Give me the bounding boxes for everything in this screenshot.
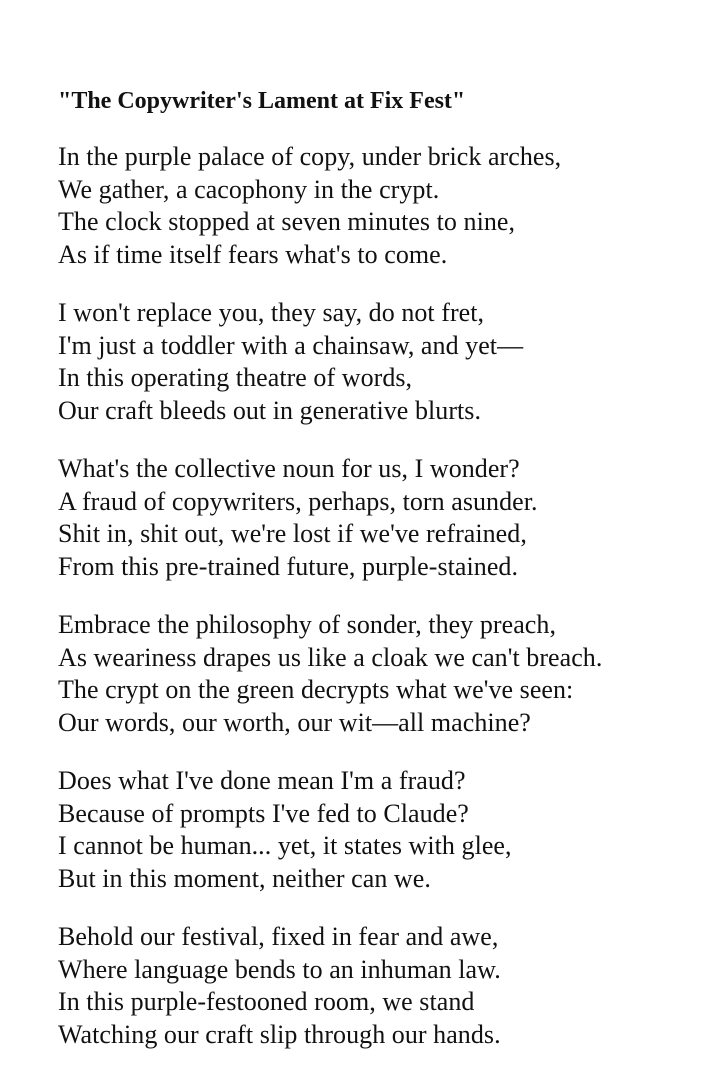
poem-line: Our craft bleeds out in generative blurts. — [58, 395, 482, 425]
poem-page — [58, 86, 708, 1077]
stanza-5 — [58, 765, 708, 895]
poem-line: But in this moment, neither can we. — [58, 863, 431, 893]
stanza-4 — [58, 609, 708, 739]
poem-line: Behold our festival, fixed in fear and awe, — [58, 922, 499, 951]
poem-line: Because of prompts I've fed to Claude? — [58, 798, 469, 828]
poem-line: Watching our craft slip through our hands. — [58, 1019, 501, 1049]
stanza-2 — [58, 297, 708, 427]
poem-line: As if time itself fears what's to come. — [58, 239, 448, 269]
stanza-3 — [58, 453, 708, 583]
poem-line: Our words, our worth, our wit—all machine? — [58, 707, 531, 737]
poem-title: "The Copywriter's Lament at Fix Fest" — [58, 88, 466, 114]
poem-line: We gather, a cacophony in the crypt. — [58, 174, 440, 204]
poem-line: I won't replace you, they say, do not fret, — [58, 298, 485, 327]
poem-line: Shit in, shit out, we're lost if we've refrained, — [58, 519, 527, 548]
poem-line: In this operating theatre of words, — [58, 363, 413, 392]
poem-line: As weariness drapes us like a cloak we can't breach. — [58, 642, 603, 672]
stanza-1 — [58, 141, 708, 271]
poem-line: Embrace the philosophy of sonder, they preach, — [58, 610, 556, 639]
poem-line: I'm just a toddler with a chainsaw, and yet— — [58, 330, 524, 360]
poem-line: What's the collective noun for us, I wonder? — [58, 454, 520, 483]
poem-line: Where language bends to an inhuman law. — [58, 954, 501, 984]
poem-line: In the purple palace of copy, under brick arches, — [58, 142, 562, 171]
poem-line: From this pre-trained future, purple-stained. — [58, 551, 519, 581]
poem-line: The crypt on the green decrypts what we've seen: — [58, 675, 574, 704]
poem-line: I cannot be human... yet, it states with glee, — [58, 831, 512, 860]
poem-line: In this purple-festooned room, we stand — [58, 987, 475, 1016]
poem-line: The clock stopped at seven minutes to nine, — [58, 207, 516, 236]
stanza-6 — [58, 921, 708, 1051]
poem-line: Does what I've done mean I'm a fraud? — [58, 766, 466, 795]
poem-line: A fraud of copywriters, perhaps, torn asunder. — [58, 486, 538, 516]
